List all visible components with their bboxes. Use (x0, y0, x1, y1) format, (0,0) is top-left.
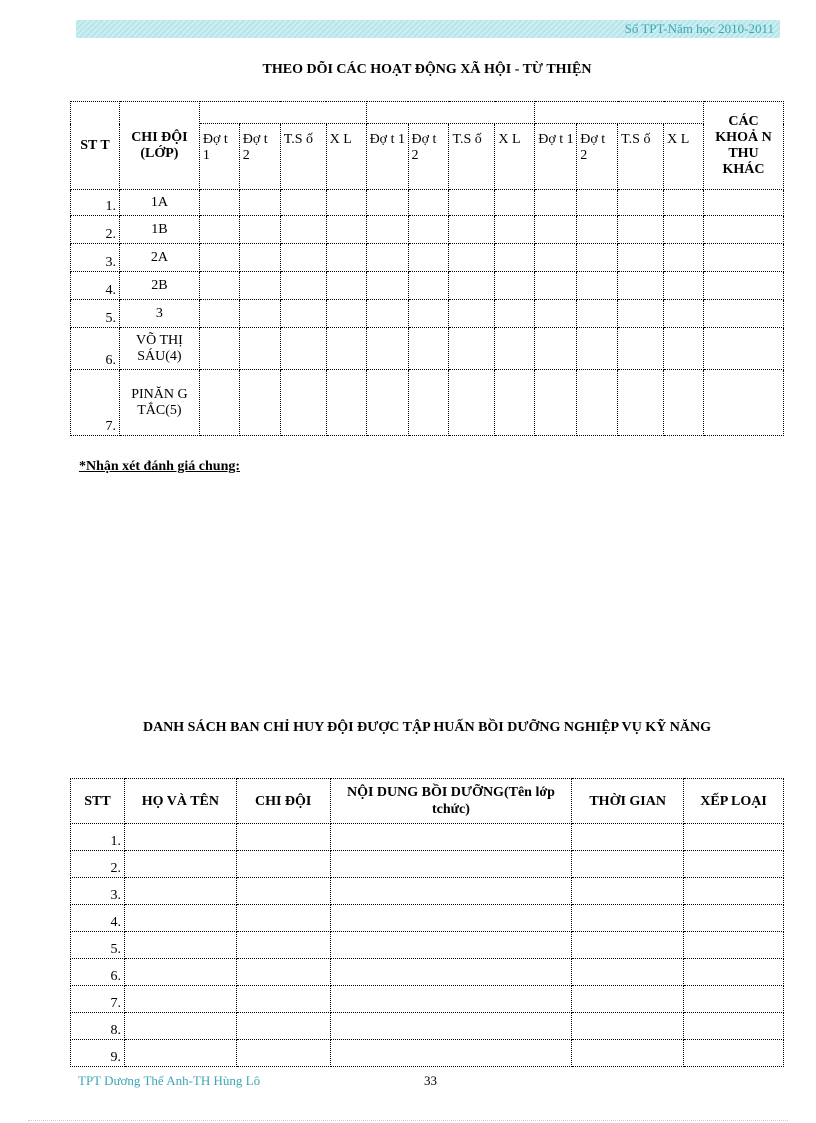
empty-cell (495, 190, 535, 216)
header-stt: ST T (71, 102, 120, 190)
empty-cell (326, 300, 366, 328)
empty-cell (236, 959, 330, 986)
empty-cell (618, 244, 664, 272)
empty-cell (280, 272, 326, 300)
empty-cell (326, 190, 366, 216)
empty-cell (124, 905, 236, 932)
empty-cell (236, 905, 330, 932)
empty-cell (572, 1040, 684, 1067)
subheader-cell: Đợ t 1 (535, 124, 577, 190)
empty-cell (535, 370, 577, 436)
empty-cell (330, 878, 572, 905)
empty-cell (326, 216, 366, 244)
table-row (71, 1040, 784, 1067)
empty-cell (199, 370, 239, 436)
empty-cell (618, 300, 664, 328)
class-name: PINĂN G TẮC(5) (119, 370, 199, 436)
empty-cell (330, 851, 572, 878)
row-number: 7. (71, 986, 125, 1013)
subheader-cell: T.S ố (449, 124, 495, 190)
empty-cell (124, 824, 236, 851)
subheader-cell: Đợ t 1 (366, 124, 408, 190)
empty-cell (664, 328, 704, 370)
empty-cell (577, 216, 618, 244)
empty-cell (366, 244, 408, 272)
empty-cell (326, 328, 366, 370)
column-header: XẾP LOẠI (684, 779, 784, 824)
table-row (71, 1013, 784, 1040)
empty-cell (572, 878, 684, 905)
class-name: 3 (119, 300, 199, 328)
row-number: 4. (71, 272, 120, 300)
empty-cell (577, 190, 618, 216)
empty-cell (449, 216, 495, 244)
empty-cell (704, 370, 784, 436)
table-row (71, 328, 784, 370)
empty-cell (684, 959, 784, 986)
empty-cell (535, 190, 577, 216)
table-row (71, 272, 784, 300)
row-number: 3. (71, 244, 120, 272)
subheader-cell: Đợ t 2 (577, 124, 618, 190)
table-row (71, 986, 784, 1013)
row-number: 5. (71, 300, 120, 328)
header-group-2 (366, 102, 535, 124)
empty-cell (239, 244, 280, 272)
row-number: 6. (71, 959, 125, 986)
row-number: 7. (71, 370, 120, 436)
table-row (71, 824, 784, 851)
empty-cell (366, 190, 408, 216)
empty-cell (684, 851, 784, 878)
empty-cell (236, 878, 330, 905)
header-other-income: CÁC KHOẢ N THU KHÁC (704, 102, 784, 190)
table-row (71, 932, 784, 959)
empty-cell (664, 272, 704, 300)
empty-cell (330, 932, 572, 959)
empty-cell (236, 932, 330, 959)
table-row (71, 905, 784, 932)
empty-cell (664, 244, 704, 272)
empty-cell (495, 272, 535, 300)
table-row (71, 370, 784, 436)
empty-cell (124, 959, 236, 986)
empty-cell (572, 959, 684, 986)
column-header: HỌ VÀ TÊN (124, 779, 236, 824)
row-number: 2. (71, 216, 120, 244)
header-text: Sổ TPT-Năm học 2010-2011 (624, 21, 774, 36)
empty-cell (199, 272, 239, 300)
empty-cell (280, 328, 326, 370)
table-row (71, 959, 784, 986)
empty-cell (366, 370, 408, 436)
empty-cell (199, 216, 239, 244)
footer-author: TPT Dương Thế Anh-TH Hùng Lô (78, 1073, 261, 1088)
empty-cell (239, 216, 280, 244)
empty-cell (408, 328, 449, 370)
page-number: 33 (424, 1073, 437, 1088)
empty-cell (326, 272, 366, 300)
empty-cell (366, 216, 408, 244)
empty-cell (684, 878, 784, 905)
row-number: 1. (71, 190, 120, 216)
empty-cell (239, 300, 280, 328)
subheader-cell: Đợ t 2 (239, 124, 280, 190)
subheader-cell: T.S ố (618, 124, 664, 190)
empty-cell (236, 824, 330, 851)
empty-cell (330, 1040, 572, 1067)
table-row (71, 216, 784, 244)
table-row (71, 851, 784, 878)
empty-cell (449, 300, 495, 328)
empty-cell (330, 959, 572, 986)
row-number: 9. (71, 1040, 125, 1067)
empty-cell (366, 272, 408, 300)
table-row (71, 878, 784, 905)
empty-cell (577, 300, 618, 328)
class-name: 1B (119, 216, 199, 244)
empty-cell (572, 1013, 684, 1040)
empty-cell (572, 932, 684, 959)
empty-cell (664, 370, 704, 436)
empty-cell (684, 1013, 784, 1040)
empty-cell (577, 370, 618, 436)
empty-cell (684, 932, 784, 959)
empty-cell (239, 190, 280, 216)
empty-cell (535, 272, 577, 300)
empty-cell (535, 216, 577, 244)
empty-cell (124, 1013, 236, 1040)
activities-table (70, 101, 784, 436)
empty-cell (199, 244, 239, 272)
empty-cell (704, 216, 784, 244)
header-group-1 (199, 102, 366, 124)
subheader-cell: X L (495, 124, 535, 190)
empty-cell (124, 851, 236, 878)
empty-cell (280, 300, 326, 328)
row-number: 8. (71, 1013, 125, 1040)
empty-cell (684, 1040, 784, 1067)
empty-cell (572, 986, 684, 1013)
empty-cell (330, 986, 572, 1013)
empty-cell (199, 328, 239, 370)
empty-cell (408, 190, 449, 216)
empty-cell (618, 370, 664, 436)
empty-cell (495, 370, 535, 436)
class-name: VÕ THỊ SÁU(4) (119, 328, 199, 370)
subheader-cell: Đợ t 2 (408, 124, 449, 190)
column-header: THỜI GIAN (572, 779, 684, 824)
class-name: 2B (119, 272, 199, 300)
empty-cell (239, 328, 280, 370)
empty-cell (572, 851, 684, 878)
row-number: 3. (71, 878, 125, 905)
empty-cell (449, 370, 495, 436)
empty-cell (326, 244, 366, 272)
empty-cell (449, 272, 495, 300)
empty-cell (280, 244, 326, 272)
column-header: NỘI DUNG BỒI DƯỠNG(Tên lớp tchức) (330, 779, 572, 824)
row-number: 1. (71, 824, 125, 851)
table-row (71, 190, 784, 216)
empty-cell (366, 300, 408, 328)
table-row (71, 300, 784, 328)
empty-cell (684, 986, 784, 1013)
header-bar (76, 20, 780, 38)
empty-cell (495, 216, 535, 244)
empty-cell (535, 300, 577, 328)
empty-cell (664, 300, 704, 328)
empty-cell (664, 190, 704, 216)
empty-cell (535, 244, 577, 272)
subheader-cell: T.S ố (280, 124, 326, 190)
empty-cell (704, 190, 784, 216)
class-name: 2A (119, 244, 199, 272)
empty-cell (577, 328, 618, 370)
empty-cell (239, 370, 280, 436)
footer-divider (28, 1120, 788, 1121)
column-header: CHI ĐỘI (236, 779, 330, 824)
empty-cell (408, 272, 449, 300)
empty-cell (572, 824, 684, 851)
section2-title: DANH SÁCH BAN CHỈ HUY ĐỘI ĐƯỢC TẬP HUẤN BỒI DƯỠNG NGHIỆP VỤ KỸ NĂNG (142, 720, 712, 735)
empty-cell (684, 824, 784, 851)
empty-cell (326, 370, 366, 436)
training-table (70, 778, 784, 1067)
empty-cell (704, 244, 784, 272)
subheader-cell: X L (664, 124, 704, 190)
empty-cell (124, 1040, 236, 1067)
empty-cell (572, 905, 684, 932)
empty-cell (280, 370, 326, 436)
empty-cell (449, 328, 495, 370)
empty-cell (449, 190, 495, 216)
empty-cell (618, 216, 664, 244)
empty-cell (618, 272, 664, 300)
empty-cell (280, 216, 326, 244)
row-number: 2. (71, 851, 125, 878)
empty-cell (408, 216, 449, 244)
empty-cell (449, 244, 495, 272)
header-chi-doi: CHI ĐỘI (LỚP) (119, 102, 199, 190)
empty-cell (495, 244, 535, 272)
empty-cell (704, 328, 784, 370)
subheader-cell: X L (326, 124, 366, 190)
empty-cell (199, 190, 239, 216)
row-number: 6. (71, 328, 120, 370)
empty-cell (330, 1013, 572, 1040)
table-row (71, 244, 784, 272)
empty-cell (704, 272, 784, 300)
row-number: 5. (71, 932, 125, 959)
empty-cell (408, 370, 449, 436)
class-name: 1A (119, 190, 199, 216)
empty-cell (330, 905, 572, 932)
row-number: 4. (71, 905, 125, 932)
empty-cell (366, 328, 408, 370)
empty-cell (280, 190, 326, 216)
empty-cell (577, 272, 618, 300)
empty-cell (236, 986, 330, 1013)
empty-cell (577, 244, 618, 272)
comment-heading: *Nhận xét đánh giá chung: (79, 459, 241, 474)
empty-cell (684, 905, 784, 932)
subheader-cell: Đợ t 1 (199, 124, 239, 190)
empty-cell (495, 300, 535, 328)
column-header: STT (71, 779, 125, 824)
empty-cell (330, 824, 572, 851)
empty-cell (124, 986, 236, 1013)
empty-cell (239, 272, 280, 300)
empty-cell (535, 328, 577, 370)
empty-cell (236, 1040, 330, 1067)
empty-cell (199, 300, 239, 328)
empty-cell (408, 300, 449, 328)
empty-cell (618, 328, 664, 370)
empty-cell (704, 300, 784, 328)
empty-cell (236, 1013, 330, 1040)
empty-cell (664, 216, 704, 244)
empty-cell (124, 932, 236, 959)
empty-cell (236, 851, 330, 878)
header-group-3 (535, 102, 704, 124)
section1-title: THEO DÕI CÁC HOẠT ĐỘNG XÃ HỘI - TỪ THIỆN (262, 62, 592, 77)
empty-cell (495, 328, 535, 370)
empty-cell (618, 190, 664, 216)
empty-cell (408, 244, 449, 272)
empty-cell (124, 878, 236, 905)
